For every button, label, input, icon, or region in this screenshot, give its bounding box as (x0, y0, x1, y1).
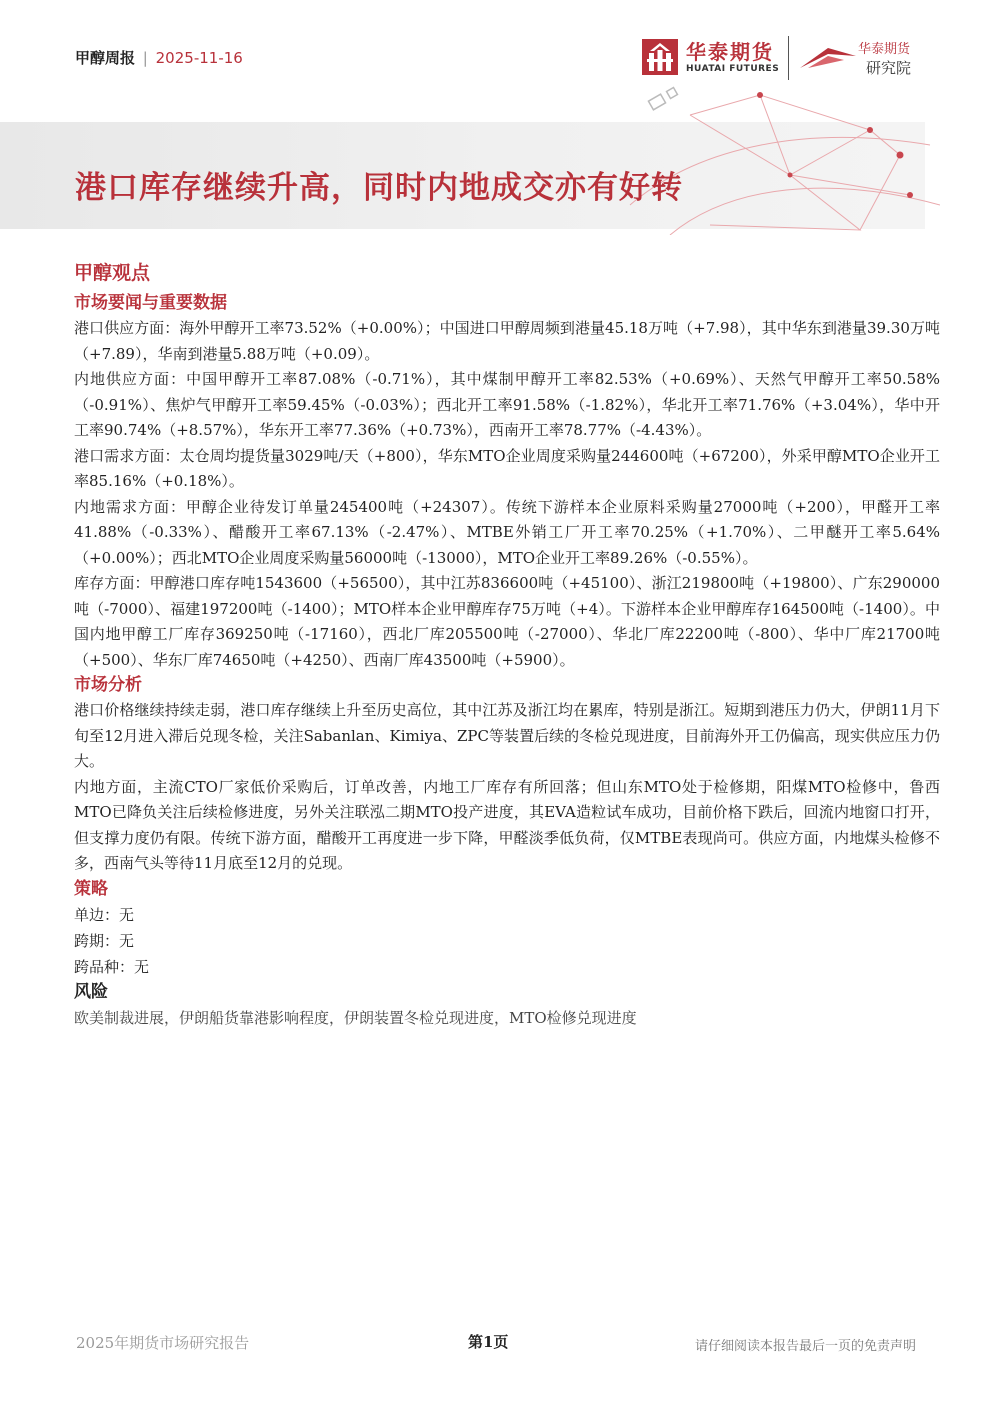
analysis-paragraph-inland: 内地方面，主流CTO厂家低价采购后，订单改善，内地工厂库存有所回落；但山东MTO处于检修期，阳煤MTO检修中，鲁西MTO已降负关注后续检修进度，另外关注联泓二期MTO投产进度，其EVA造粒试车成功，目前价格下跌后，回流内地窗口打开，但支撑力度仍有限。传统下游方面，醋酸开工再度进一步下降，甲醛淡季低负荷，仅MTBE表现尚可。供应方面，内地煤头检修不多，西南气头等待11月底至12月的兑现。 (74, 777, 940, 872)
header-separator: | (142, 49, 148, 67)
company-name-en: HUATAI FUTURES (686, 64, 780, 74)
analysis-heading: 市场分析 (74, 675, 142, 695)
risk-text: 欧美制裁进展，伊朗船货靠港影响程度，伊朗装置冬检兑现进度，MTO检修兑现进度 (74, 1008, 637, 1027)
news-paragraph-inland-demand: 内地需求方面：甲醇企业待发订单量245400吨（+24307）。传统下游样本企业原料采购量27000吨（+200），甲醛开工率41.88%（-0.33%）、醋酸开工率67.13%（-2.47%）、MTBE外销工厂开工率70.25%（+1.70%）、二甲醚开工率5.64%（+0.00%）；西北MTO企业周度采购量56000吨（-13000），MTO企业开工率89.26%（-0.55%）。 (74, 497, 940, 567)
news-paragraph-inland-supply: 内地供应方面：中国甲醇开工率87.08%（-0.71%），其中煤制甲醇开工率82.53%（+0.69%）、天然气甲醇开工率50.58%（-0.91%）、焦炉气甲醇开工率59.45%（-0.03%）；西北开工率91.58%（-1.82%），华北开工率71.76%（+3.04%），华中开工率90.74%（+8.57%），华东开工率77.36%（+0.73%），西南开工率78.77%（-4.43%）。 (74, 370, 940, 439)
page-title: 港口库存继续升高，同时内地成交亦有好转 (75, 170, 683, 206)
analysis-paragraph-port: 港口价格继续持续走弱，港口库存继续上升至历史高位，其中江苏及浙江均在累库，特别是浙江。短期到港压力仍大，伊朗11月下旬至12月进入滞后兑现冬检，关注Sabanlan、Kimiya、ZPC等装置后续的冬检兑现进度，目前海外开工仍偏高，现实供应压力仍大。 (74, 701, 940, 770)
strategy-heading: 策略 (74, 878, 108, 899)
section-title-methanol-view: 甲醇观点 (74, 262, 151, 284)
footer-report-name: 2025年期货市场研究报告 (76, 1334, 250, 1352)
page-footer (76, 1332, 916, 1356)
strategy-item-outright: 单边：无 (74, 905, 135, 924)
page-number: 第1页 (468, 1333, 509, 1351)
huatai-logo-icon (642, 39, 678, 75)
report-type-tag: 甲醇周报 (75, 49, 136, 67)
logo-divider (788, 36, 789, 80)
news-paragraph-inventory: 库存方面：甲醇港口库存吨1543600（+56500），其中江苏836600吨（+45100）、浙江219800吨（+19800）、广东290000吨（-7000）、福建197200吨（-1400）；MTO样本企业甲醇库存75万吨（+4）。下游样本企业甲醇库存164500吨（-1400）。中国内地甲醇工厂库存369250吨（-17160），西北厂库205500吨（-27000）、华北厂库22200吨（-800）、华中厂库21700吨（+500）、华东厂库74650吨（+4250）、西南厂库43500吨（+5900）。 (74, 574, 940, 669)
report-header (75, 47, 243, 68)
institute-name-line2: 研究院 (866, 59, 912, 77)
risk-heading: 风险 (74, 981, 108, 1002)
disclaimer-note: 请仔细阅读本报告最后一页的免责声明 (694, 1339, 916, 1354)
strategy-item-calendar: 跨期：无 (74, 931, 135, 950)
institute-logo-icon (798, 42, 858, 72)
report-date: 2025-11-16 (155, 49, 243, 67)
strategy-item-cross-commodity: 跨品种：无 (74, 957, 150, 976)
news-paragraph-port-demand: 港口需求方面：太仓周均提货量3029吨/天（+800），华东MTO企业周度采购量244600吨（+67200），外采甲醇MTO企业开工率85.16%（+0.18%）。 (74, 446, 940, 490)
news-heading: 市场要闻与重要数据 (74, 293, 227, 313)
company-name-cn: 华泰期货 (686, 40, 774, 64)
company-logo (642, 36, 927, 82)
institute-name-line1: 华泰期货 (858, 42, 911, 57)
news-paragraph-port-supply: 港口供应方面：海外甲醇开工率73.52%（+0.00%）；中国进口甲醇周频到港量45.18万吨（+7.98），其中华东到港量39.30万吨（+7.89），华南到港量5.88万吨（+0.09）。 (74, 319, 940, 363)
network-decoration-icon (610, 85, 940, 235)
report-content (74, 258, 940, 1031)
